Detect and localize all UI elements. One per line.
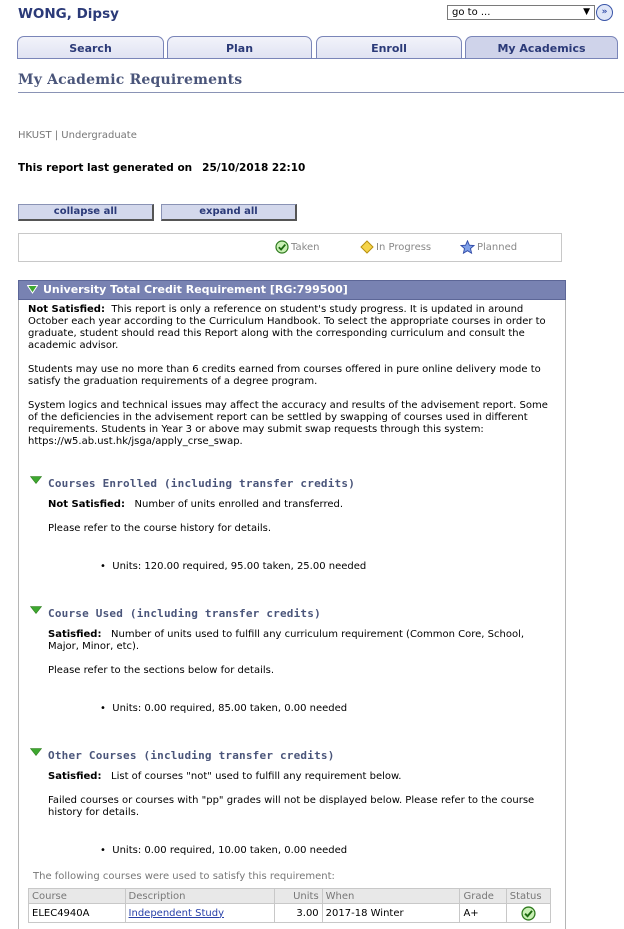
status-legend — [18, 233, 562, 262]
legend-in-progress-label: In Progress — [376, 241, 432, 253]
sub-requirement-title: Other Courses (including transfer credits) — [48, 749, 335, 762]
course-description-link[interactable]: Independent Study — [128, 907, 224, 919]
taken-icon — [521, 906, 536, 921]
col-units: Units — [275, 889, 322, 904]
collapse-triangle-icon[interactable] — [30, 476, 42, 484]
col-grade: Grade — [460, 889, 506, 904]
sub-requirement-note: Please refer to the course history for details. — [48, 523, 272, 534]
requirement-description — [28, 304, 559, 352]
report-generated-date: 25/10/2018 22:10 — [202, 162, 306, 174]
taken-icon — [275, 240, 289, 254]
expand-all-button[interactable]: expand all — [161, 204, 297, 221]
sub-status-label: Satisfied: — [48, 629, 102, 640]
collapse-all-button[interactable]: collapse all — [18, 204, 154, 221]
collapse-triangle-icon[interactable] — [30, 606, 42, 614]
sub-requirement-note: Failed courses or courses with "pp" grades will not be displayed below. Please refer to the course history for details. — [48, 795, 535, 818]
units-summary: • Units: 0.00 required, 10.00 taken, 0.00 needed — [100, 845, 348, 856]
sub-status-label: Not Satisfied: — [48, 499, 125, 510]
title-divider — [18, 92, 624, 93]
course-code: ELEC4940A — [29, 904, 126, 923]
courses-table-caption: The following courses were used to satisfy this requirement: — [33, 871, 335, 882]
tab-enroll[interactable]: Enroll — [316, 36, 462, 59]
sub-status-text: Number of units used to fulfill any curriculum requirement (Common Core, School, Major, Minor, etc). — [48, 629, 525, 652]
requirement-status-label: Not Satisfied: — [28, 304, 105, 315]
institution-career: HKUST | Undergraduate — [18, 130, 137, 141]
system-logic-note: System logics and technical issues may affect the accuracy and results of the advisement report. Some of the deficiencies in the advisement report can be settled by swapping of courses used in different requirements. Students in Year 3 or above may submit swap requests through this system: https://w5.ab.ust.hk/jsga/apply_crse_swap. — [28, 400, 548, 447]
courses-table — [28, 888, 551, 923]
requirement-title: University Total Credit Requirement [RG:799500] — [43, 283, 348, 296]
goto-selected-value: go to ... — [452, 7, 491, 18]
legend-planned — [460, 240, 517, 254]
sub-requirement-note: Please refer to the sections below for details. — [48, 665, 275, 676]
legend-taken-label: Taken — [291, 241, 320, 253]
online-credits-note: Students may use no more than 6 credits earned from courses offered in pure online delivery mode to satisfy the graduation requirements of a degree program. — [28, 364, 541, 387]
in-progress-icon — [360, 240, 374, 254]
sub-requirement-status — [48, 629, 548, 653]
sub-requirement-status — [48, 771, 548, 783]
tab-plan[interactable]: Plan — [167, 36, 312, 59]
collapse-triangle-icon[interactable] — [30, 748, 42, 756]
tabs-divider — [17, 58, 618, 59]
tab-my-academics[interactable]: My Academics — [465, 36, 618, 59]
planned-icon — [460, 240, 475, 254]
main-tabs — [17, 36, 618, 59]
col-description: Description — [125, 889, 275, 904]
course-description — [125, 904, 275, 923]
course-grade: A+ — [460, 904, 506, 923]
tab-search[interactable]: Search — [17, 36, 164, 59]
sub-requirement-title: Course Used (including transfer credits) — [48, 607, 321, 620]
legend-in-progress — [360, 240, 431, 254]
legend-taken — [275, 240, 320, 254]
chevron-down-icon: ▼ — [583, 7, 590, 17]
requirement-body — [18, 300, 566, 929]
col-status: Status — [506, 889, 550, 904]
sub-status-text: Number of units enrolled and transferred. — [134, 499, 344, 510]
page-title: My Academic Requirements — [18, 72, 243, 88]
student-name: WONG, Dipsy — [18, 6, 119, 22]
report-generated — [18, 162, 305, 174]
goto-button[interactable] — [596, 4, 613, 21]
courses-table-header — [29, 889, 551, 904]
sub-status-text: List of courses "not" used to fulfill any requirement below. — [111, 771, 402, 782]
units-summary: • Units: 120.00 required, 95.00 taken, 25.00 needed — [100, 561, 367, 572]
units-summary-text: Units: 0.00 required, 85.00 taken, 0.00 needed — [112, 703, 348, 714]
goto-select[interactable] — [447, 5, 595, 20]
double-chevron-right-icon: » — [601, 7, 608, 17]
sub-requirement-status — [48, 499, 548, 511]
units-summary-text: Units: 120.00 required, 95.00 taken, 25.00 needed — [112, 561, 367, 572]
requirement-header[interactable] — [18, 280, 566, 300]
report-generated-label: This report last generated on — [18, 162, 193, 174]
col-when: When — [322, 889, 460, 904]
col-course: Course — [29, 889, 126, 904]
legend-planned-label: Planned — [477, 241, 518, 253]
units-summary: • Units: 0.00 required, 85.00 taken, 0.00 needed — [100, 703, 348, 714]
sub-status-label: Satisfied: — [48, 771, 102, 782]
course-status — [506, 904, 550, 923]
course-units: 3.00 — [275, 904, 322, 923]
collapse-triangle-icon — [27, 285, 38, 294]
sub-requirement-title: Courses Enrolled (including transfer credits) — [48, 477, 356, 490]
requirement-description-text: This report is only a reference on student's study progress. It is updated in around October each year according to the Curriculum Handbook. To select the appropriate courses in order to graduate, student should read this Report along with the corresponding curriculum and consult the academic advisor. — [28, 304, 546, 351]
course-when: 2017-18 Winter — [322, 904, 460, 923]
table-row — [29, 904, 551, 923]
units-summary-text: Units: 0.00 required, 10.00 taken, 0.00 needed — [112, 845, 348, 856]
